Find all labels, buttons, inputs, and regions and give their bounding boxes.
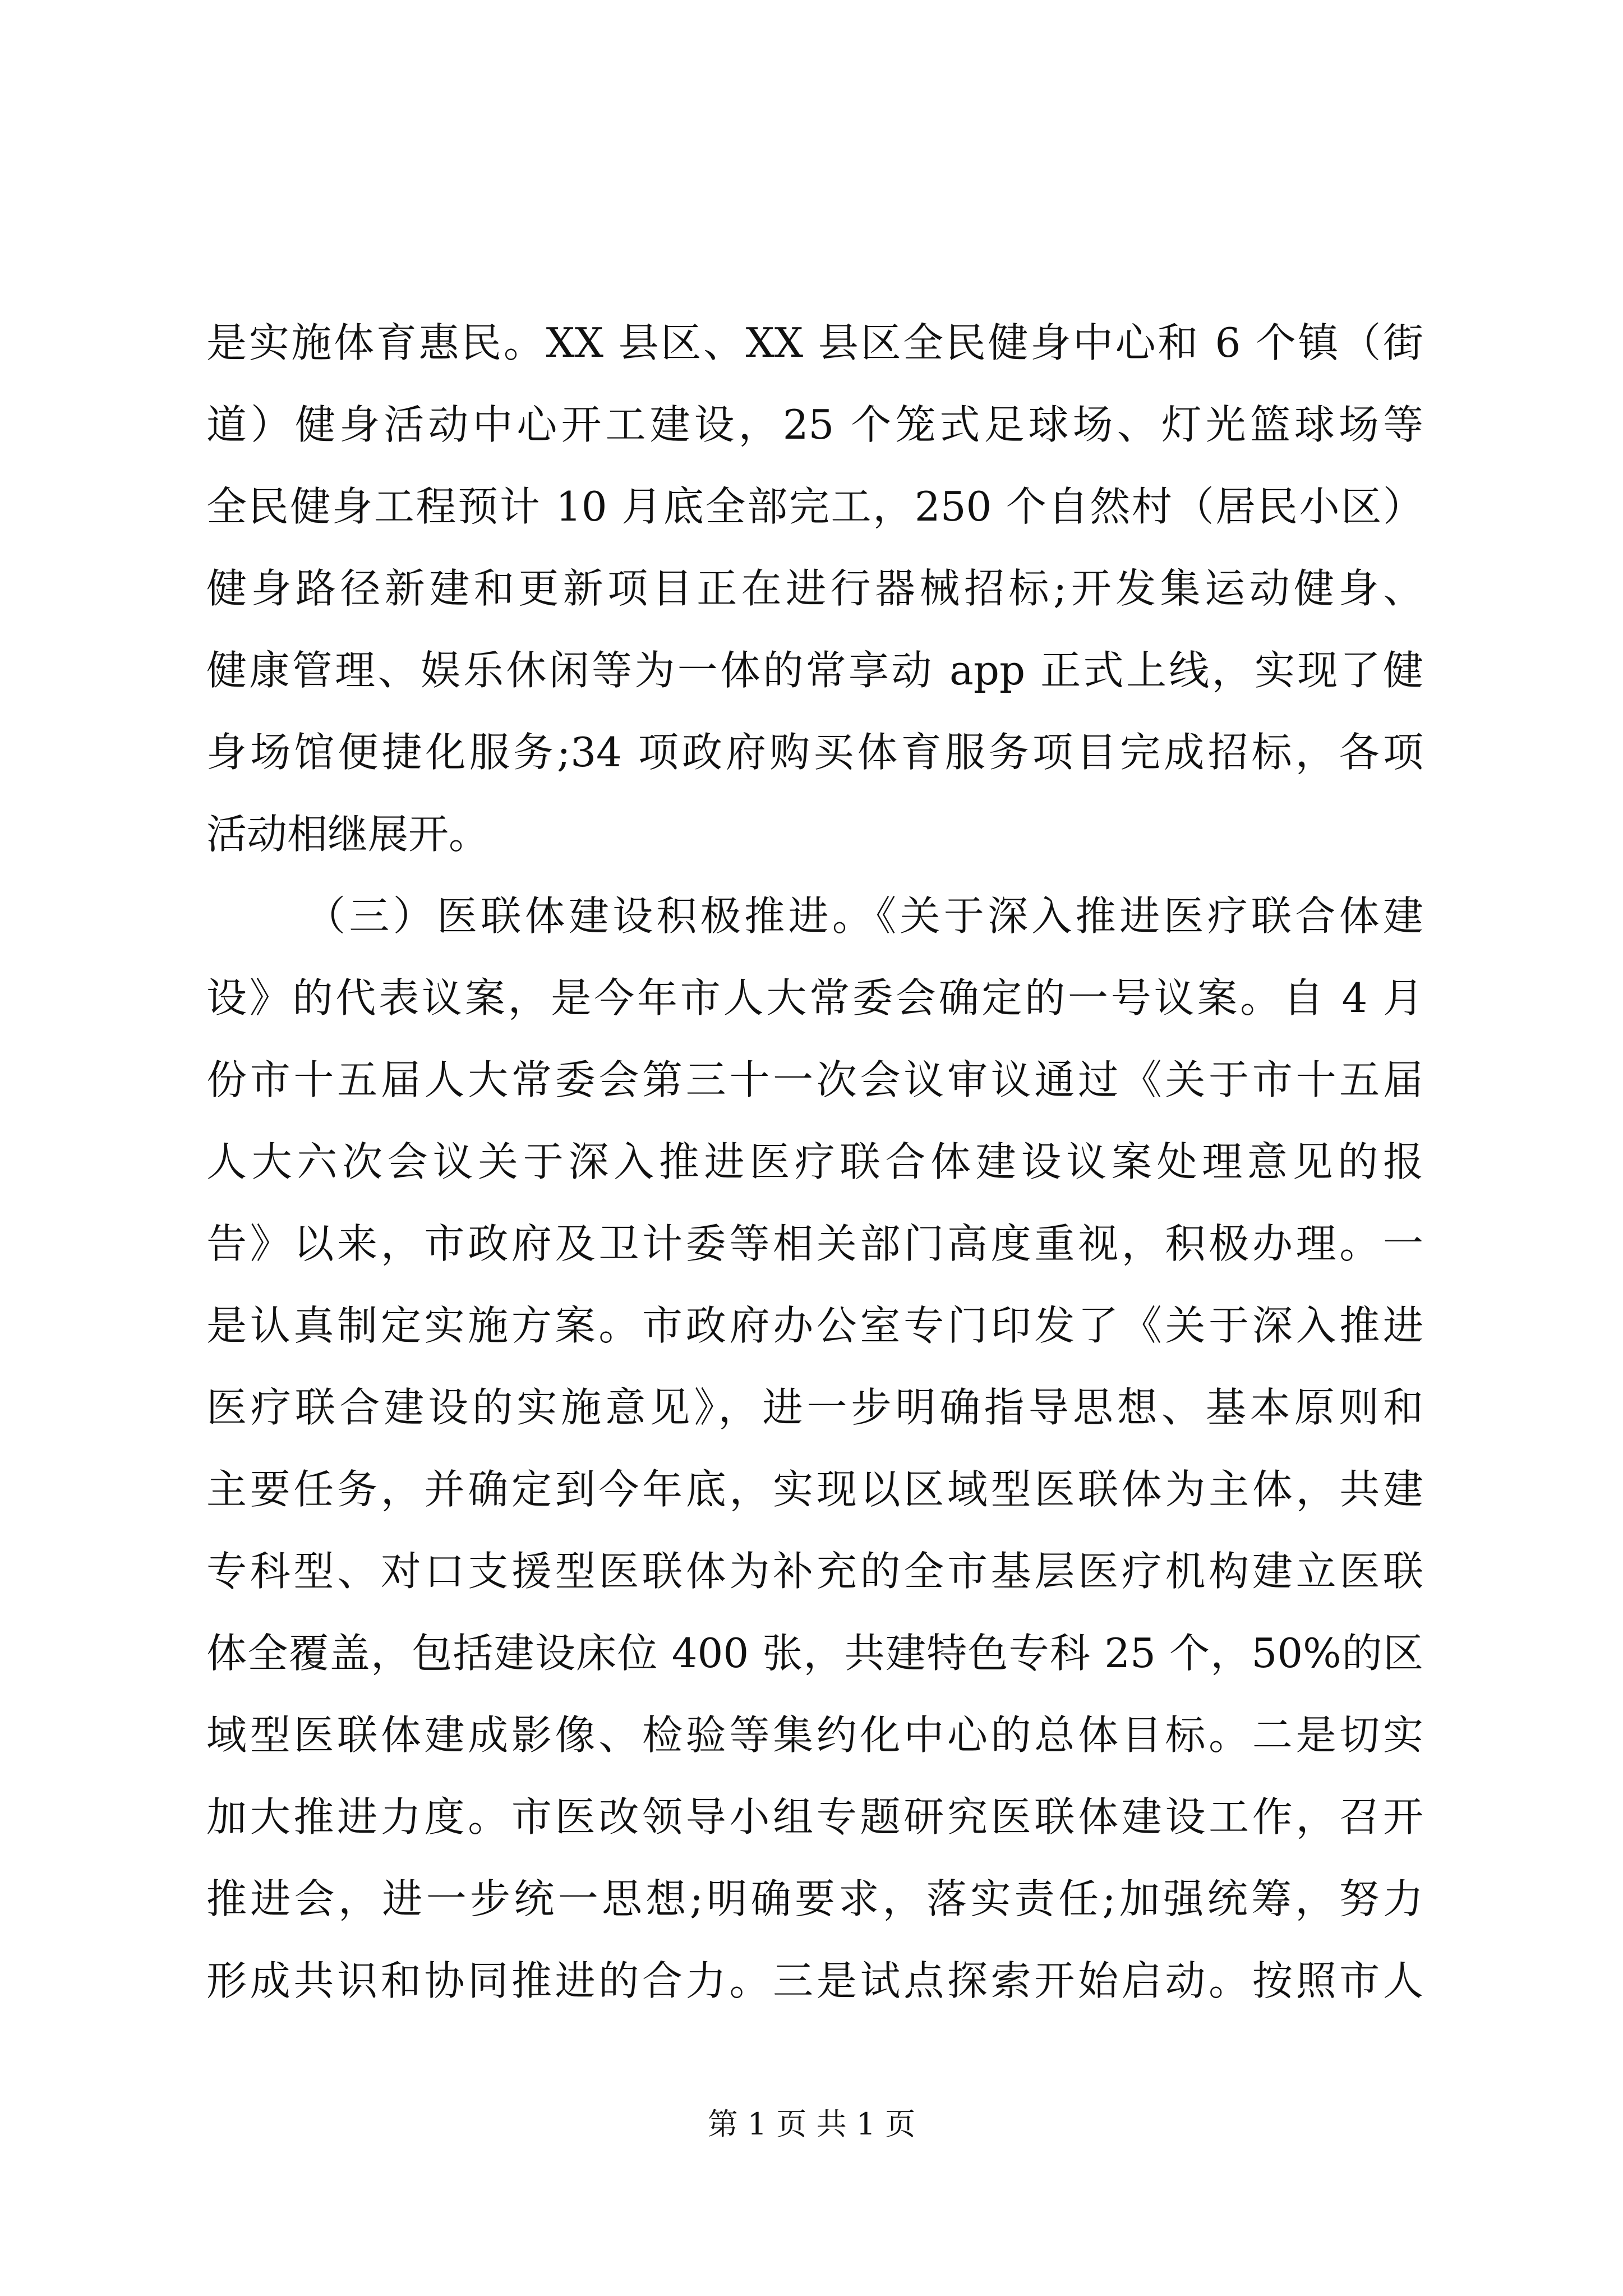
text-line-9: 设》的代表议案，是今年市人大常委会确定的一号议案。自 4 月 bbox=[206, 974, 1423, 1022]
text-line-11: 人大六次会议关于深入推进医疗联合体建设议案处理意见的报 bbox=[206, 1138, 1423, 1185]
text-line-1: 是实施体育惠民。XX 县区、XX 县区全民健身中心和 6 个镇（街 bbox=[206, 319, 1423, 366]
text-line-16: 专科型、对口支援型医联体为补充的全市基层医疗机构建立医联 bbox=[206, 1548, 1423, 1595]
text-line-12: 告》以来，市政府及卫计委等相关部门高度重视，积极办理。一 bbox=[206, 1220, 1423, 1267]
text-line-4: 健身路径新建和更新项目正在进行器械招标;开发集运动健身、 bbox=[206, 565, 1423, 612]
text-line-15: 主要任务，并确定到今年底，实现以区域型医联体为主体，共建 bbox=[206, 1466, 1423, 1513]
text-line-19: 加大推进力度。市医改领导小组专题研究医联体建设工作，召开 bbox=[206, 1793, 1423, 1841]
text-line-2: 道）健身活动中心开工建设，25 个笼式足球场、灯光篮球场等 bbox=[206, 401, 1423, 448]
page-footer bbox=[0, 2105, 1623, 2144]
text-line-21: 形成共识和协同推进的合力。三是试点探索开始启动。按照市人 bbox=[206, 1957, 1423, 2004]
text-line-13: 是认真制定实施方案。市政府办公室专门印发了《关于深入推进 bbox=[206, 1302, 1423, 1349]
text-line-8: （三）医联体建设积极推进。《关于深入推进医疗联合体建 bbox=[305, 892, 1423, 940]
text-line-7: 活动相继展开。 bbox=[206, 811, 490, 858]
body-text bbox=[206, 302, 1423, 2022]
text-line-18: 域型医联体建成影像、检验等集约化中心的总体目标。二是切实 bbox=[206, 1711, 1423, 1759]
text-line-17: 体全覆盖，包括建设床位 400 张，共建特色专科 25 个，50%的区 bbox=[206, 1630, 1423, 1677]
text-line-20: 推进会，进一步统一思想;明确要求，落实责任;加强统筹，努力 bbox=[206, 1875, 1423, 1922]
text-line-3: 全民健身工程预计 10 月底全部完工，250 个自然村（居民小区） bbox=[206, 483, 1423, 530]
page-number-label: 第 1 页 共 1 页 bbox=[707, 2106, 916, 2142]
text-line-10: 份市十五届人大常委会第三十一次会议审议通过《关于市十五届 bbox=[206, 1056, 1423, 1103]
text-line-5: 健康管理、娱乐休闲等为一体的常享动 app 正式上线，实现了健 bbox=[206, 647, 1423, 694]
text-line-6: 身场馆便捷化服务;34 项政府购买体育服务项目完成招标，各项 bbox=[206, 729, 1423, 776]
text-line-14: 医疗联合建设的实施意见》，进一步明确指导思想、基本原则和 bbox=[206, 1384, 1423, 1431]
